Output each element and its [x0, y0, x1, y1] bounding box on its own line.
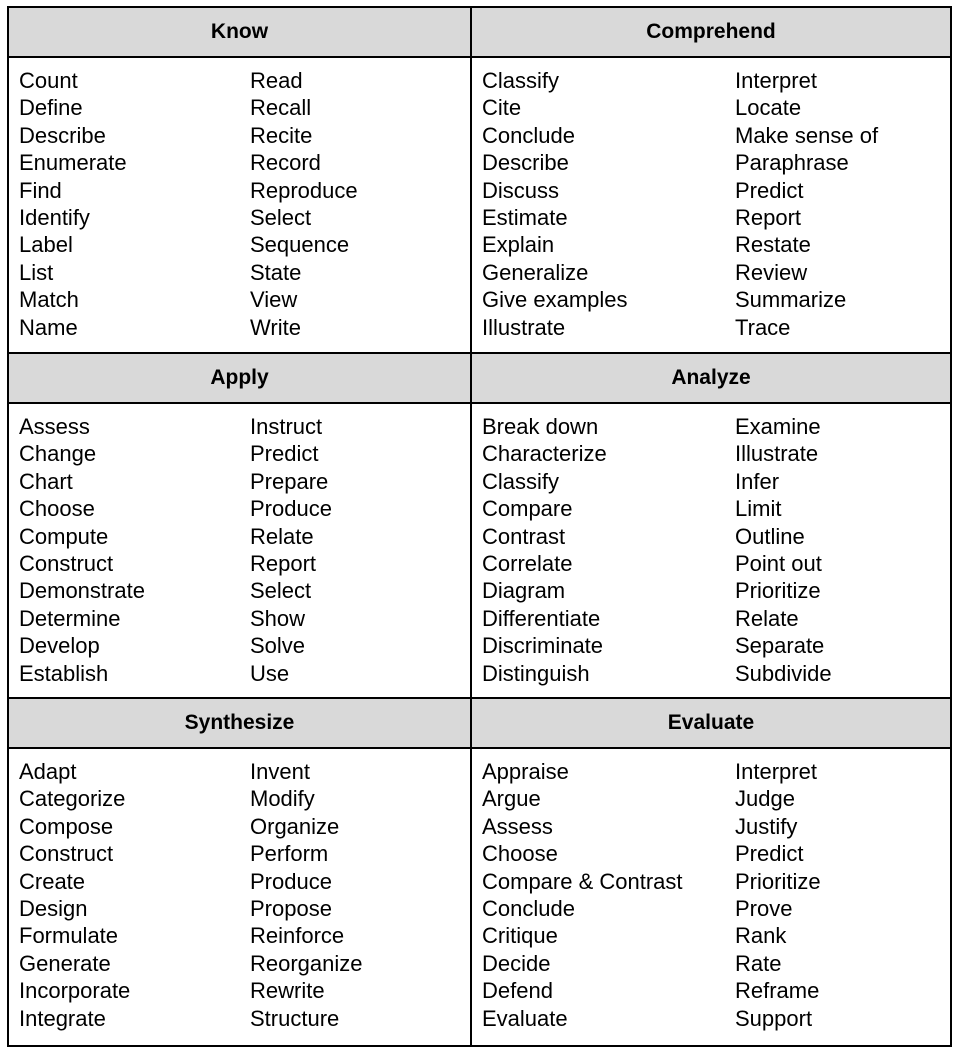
verb-item: Use	[250, 660, 290, 686]
verb-item: Reinforce	[250, 923, 345, 949]
verbs-table	[7, 6, 952, 1047]
verb-item: Enumerate	[19, 150, 127, 176]
verb-item: Structure	[250, 1005, 340, 1031]
verb-item: Illustrate	[735, 441, 819, 467]
verb-item: Report	[250, 551, 317, 577]
verb-item: Relate	[735, 605, 799, 631]
verb-item: Reproduce	[250, 177, 358, 203]
verb-item: Prepare	[250, 468, 329, 494]
verb-item: Categorize	[19, 786, 126, 812]
verb-item: Decide	[482, 950, 551, 976]
verb-item: Read	[250, 68, 303, 93]
verb-column	[250, 758, 363, 1032]
verb-item: Prove	[735, 896, 793, 922]
verb-item: Cite	[482, 95, 522, 121]
verb-item: Distinguish	[482, 660, 590, 686]
verb-item: Correlate	[482, 551, 573, 577]
verb-item: Argue	[482, 786, 541, 812]
verb-column	[250, 67, 358, 341]
verb-item: Find	[19, 177, 62, 203]
verb-item: Justify	[735, 813, 798, 839]
verb-column	[482, 67, 628, 341]
section-body-analyze	[472, 413, 950, 697]
verb-item: Estimate	[482, 205, 568, 231]
verb-column	[735, 413, 832, 687]
verb-item: Evaluate	[482, 1005, 568, 1031]
verb-item: Characterize	[482, 441, 607, 467]
verb-column	[19, 413, 145, 687]
verb-item: Compare	[482, 496, 573, 522]
verb-item: Record	[250, 150, 321, 176]
verb-item: Organize	[250, 813, 340, 839]
verb-item: Break down	[482, 414, 599, 439]
verb-item: Integrate	[19, 1005, 106, 1031]
verb-item: Describe	[19, 122, 106, 148]
row-divider	[9, 697, 950, 699]
verb-item: View	[250, 287, 298, 313]
verb-item: Classify	[482, 68, 560, 93]
section-header-analyze: Analyze	[472, 354, 950, 404]
verb-item: Label	[19, 232, 73, 258]
verb-item: Determine	[19, 605, 121, 631]
verb-item: Summarize	[735, 287, 847, 313]
verb-item: Chart	[19, 468, 73, 494]
section-header-apply: Apply	[9, 354, 470, 404]
verb-item: Compute	[19, 523, 109, 549]
verb-item: Assess	[19, 414, 90, 439]
row-divider	[9, 352, 950, 354]
verb-item: Infer	[735, 468, 780, 494]
verb-item: Rewrite	[250, 978, 325, 1004]
verb-item: Discuss	[482, 177, 560, 203]
verb-item: Instruct	[250, 414, 323, 439]
verb-item: Outline	[735, 523, 805, 549]
verb-item: Diagram	[482, 578, 566, 604]
verb-item: Formulate	[19, 923, 119, 949]
verb-item: Recall	[250, 95, 312, 121]
verb-item: Predict	[250, 441, 319, 467]
verb-item: Predict	[735, 841, 804, 867]
verb-item: Change	[19, 441, 97, 467]
verb-item: Separate	[735, 633, 825, 659]
verb-item: Modify	[250, 786, 315, 812]
verb-item: Point out	[735, 551, 822, 577]
verb-item: Sequence	[250, 232, 350, 258]
verb-item: Illustrate	[482, 314, 566, 340]
verb-item: Establish	[19, 660, 109, 686]
verb-item: Judge	[735, 786, 795, 812]
verb-item: Produce	[250, 496, 332, 522]
verb-item: Restate	[735, 232, 811, 258]
section-body-comprehend	[472, 67, 950, 352]
section-header-know: Know	[9, 8, 470, 58]
section-body-synthesize	[9, 758, 470, 1041]
verb-item: Recite	[250, 122, 313, 148]
verb-item: Prioritize	[735, 578, 821, 604]
verb-item: Reorganize	[250, 950, 363, 976]
verb-item: Conclude	[482, 896, 575, 922]
verb-item: Choose	[19, 496, 95, 522]
verb-item: Examine	[735, 414, 821, 439]
verb-item: Generalize	[482, 259, 589, 285]
verb-column	[482, 758, 683, 1032]
verb-item: List	[19, 259, 54, 285]
verb-item: Predict	[735, 177, 804, 203]
verb-column	[735, 67, 878, 341]
verb-item: Appraise	[482, 759, 569, 784]
verb-item: Count	[19, 68, 78, 93]
verb-item: Design	[19, 896, 88, 922]
verb-column	[19, 67, 127, 341]
verb-item: Choose	[482, 841, 558, 867]
verb-item: Relate	[250, 523, 314, 549]
verb-item: Reframe	[735, 978, 820, 1004]
verb-item: Give examples	[482, 287, 628, 313]
verb-item: Compose	[19, 813, 114, 839]
verb-item: Construct	[19, 551, 114, 577]
verb-item: State	[250, 259, 302, 285]
verb-item: Invent	[250, 759, 310, 784]
verb-item: Defend	[482, 978, 553, 1004]
section-body-know	[9, 67, 470, 352]
verb-item: Paraphrase	[735, 150, 849, 176]
verb-column	[735, 758, 821, 1032]
verb-item: Select	[250, 578, 312, 604]
verb-item: Describe	[482, 150, 569, 176]
verb-column	[250, 413, 332, 687]
verb-item: Incorporate	[19, 978, 131, 1004]
verb-item: Classify	[482, 468, 560, 494]
column-divider	[470, 8, 472, 1045]
verb-item: Write	[250, 314, 301, 340]
verb-item: Propose	[250, 896, 332, 922]
verb-item: Assess	[482, 813, 553, 839]
verb-item: Produce	[250, 868, 332, 894]
verb-column	[19, 758, 130, 1032]
verb-item: Create	[19, 868, 86, 894]
verb-item: Perform	[250, 841, 329, 867]
verb-item: Make sense of	[735, 122, 879, 148]
verb-item: Prioritize	[735, 868, 821, 894]
section-body-apply	[9, 413, 470, 697]
verb-item: Match	[19, 287, 79, 313]
verb-item: Interpret	[735, 68, 817, 93]
verb-item: Support	[735, 1005, 813, 1031]
verb-item: Review	[735, 259, 808, 285]
verb-item: Compare & Contrast	[482, 868, 683, 894]
section-body-evaluate	[472, 758, 950, 1041]
verb-item: Rank	[735, 923, 787, 949]
verb-item: Define	[19, 95, 83, 121]
verb-item: Name	[19, 314, 78, 340]
verb-item: Explain	[482, 232, 555, 258]
verb-item: Discriminate	[482, 633, 604, 659]
verb-item: Show	[250, 605, 306, 631]
verb-item: Interpret	[735, 759, 817, 784]
verb-item: Demonstrate	[19, 578, 145, 604]
verb-item: Select	[250, 205, 312, 231]
verb-item: Contrast	[482, 523, 566, 549]
verb-item: Rate	[735, 950, 782, 976]
verb-item: Subdivide	[735, 660, 832, 686]
verb-item: Trace	[735, 314, 791, 340]
verb-item: Identify	[19, 205, 90, 231]
verb-item: Conclude	[482, 122, 575, 148]
verb-item: Develop	[19, 633, 100, 659]
section-header-synthesize: Synthesize	[9, 699, 470, 749]
verb-item: Generate	[19, 950, 111, 976]
verb-item: Differentiate	[482, 605, 601, 631]
verb-item: Construct	[19, 841, 114, 867]
verb-column	[482, 413, 607, 687]
section-header-evaluate: Evaluate	[472, 699, 950, 749]
verb-item: Limit	[735, 496, 782, 522]
verb-item: Locate	[735, 95, 802, 121]
section-header-comprehend: Comprehend	[472, 8, 950, 58]
verb-item: Report	[735, 205, 802, 231]
verb-item: Adapt	[19, 759, 77, 784]
verb-item: Solve	[250, 633, 306, 659]
verb-item: Critique	[482, 923, 558, 949]
